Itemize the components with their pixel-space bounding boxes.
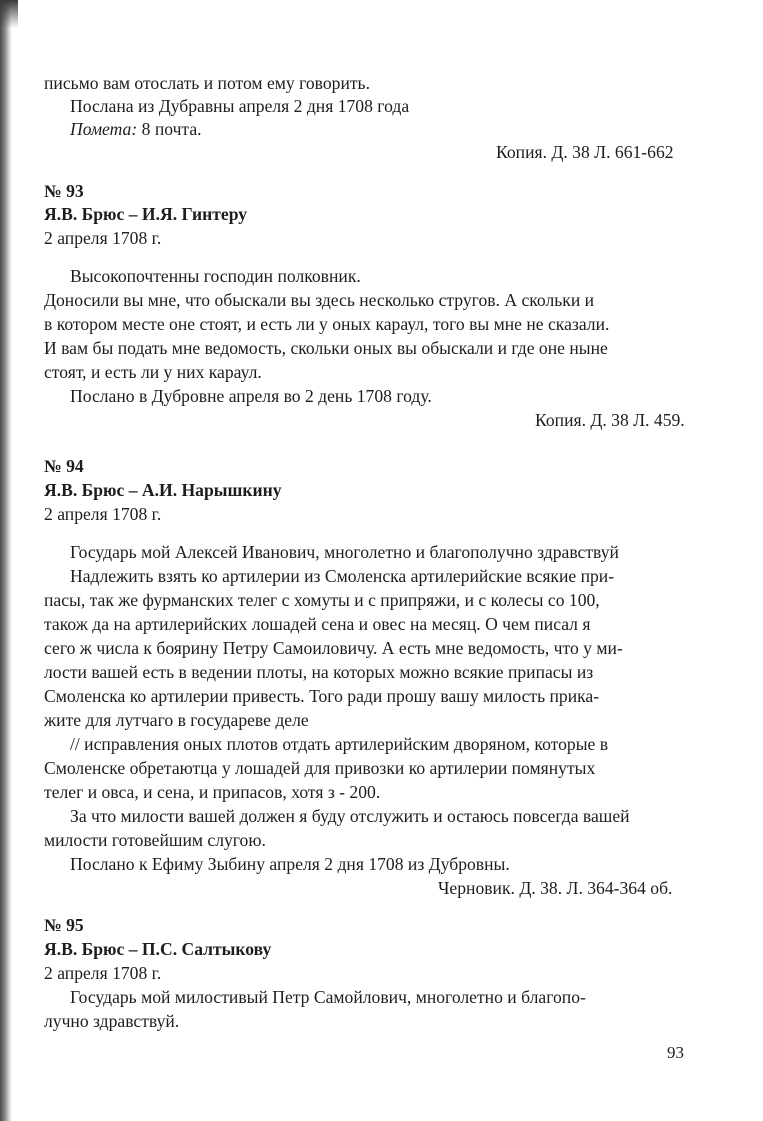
text-line: Надлежить взять ко артилерии из Смоленска артилерийские всякие при- (70, 566, 615, 586)
source-reference: Копия. Д. 38 Л. 661-662 (496, 142, 674, 162)
text-line: стоят, и есть ли у них караул. (44, 362, 262, 382)
text-line: Послано к Ефиму Зыбину апреля 2 дня 1708 из Дубровны. (70, 854, 510, 874)
text-line: Смоленске обретаютца у лошадей для привозки ко артилерии помянутых (44, 758, 596, 778)
text-line: також да на артилерийских лошадей сена и овес на месяц. О чем писал я (44, 614, 591, 634)
document-number: № 95 (44, 915, 84, 935)
document-date: 2 апреля 1708 г. (44, 228, 162, 248)
document-date: 2 апреля 1708 г. (44, 504, 162, 524)
text-line: лучно здравствуй. (44, 1011, 180, 1031)
text-line: Государь мой Алексей Иванович, многолетно и благополучно здравствуй (70, 542, 619, 562)
text-line: письмо вам отослать и потом ему говорить. (44, 73, 370, 93)
text-line: Доносили вы мне, что обыскали вы здесь несколько стругов. А скольки и (44, 290, 595, 310)
document-number: № 94 (44, 456, 84, 476)
text-line: Государь мой милостивый Петр Самойлович, многолетно и благопо- (70, 987, 586, 1007)
note-line (70, 118, 202, 140)
note-value: 8 почта. (137, 119, 202, 139)
text-line: За что милости вашей должен я буду отслужить и остаюсь повсегда вашей (70, 806, 630, 826)
document-title: Я.В. Брюс – И.Я. Гинтеру (44, 204, 248, 224)
text-line: Высокопочтенны господин полковник. (70, 266, 361, 286)
document-title: Я.В. Брюс – П.С. Салтыкову (44, 939, 272, 959)
text-line: И вам бы подать мне ведомость, скольки оных вы обыскали и где оне ныне (44, 338, 608, 358)
document-number: № 93 (44, 181, 84, 201)
note-label: Помета: (70, 119, 138, 139)
source-reference: Черновик. Д. 38. Л. 364-364 об. (438, 878, 673, 898)
text-line: пасы, так же фурманских телег с хомуты и с припряжи, и с колесы со 100, (44, 590, 600, 610)
page-number: 93 (667, 1043, 684, 1062)
text-line: милости готовейшим слугою. (44, 830, 266, 850)
text-line: телег и овса, и сена, и припасов, хотя з - 200. (44, 782, 381, 802)
text-line: Послана из Дубравны апреля 2 дня 1708 года (70, 96, 410, 116)
text-line: // исправления оных плотов отдать артилерийским дворяном, которые в (70, 734, 609, 754)
text-line: сего ж числа к боярину Петру Самоиловичу. А есть мне ведомость, что у ми- (44, 638, 623, 658)
source-reference: Копия. Д. 38 Л. 459. (535, 410, 685, 430)
text-line: в котором месте оне стоят, и есть ли у оных караул, того вы мне не сказали. (44, 314, 610, 334)
text-line: жите для лутчаго в государеве деле (44, 710, 309, 730)
text-line: Послано в Дубровне апреля во 2 день 1708 году. (70, 386, 432, 406)
text-line: Смоленска ко артилерии привесть. Того ради прошу вашу милость прика- (44, 686, 600, 706)
document-date: 2 апреля 1708 г. (44, 963, 162, 983)
text-line: лости вашей есть в ведении плоты, на которых можно всякие припасы из (44, 662, 594, 682)
document-title: Я.В. Брюс – А.И. Нарышкину (44, 480, 282, 500)
